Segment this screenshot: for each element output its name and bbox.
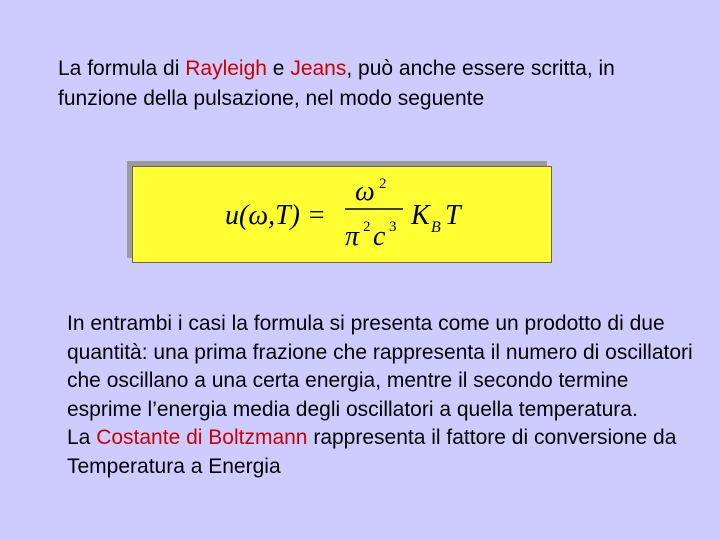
formula-num-exp: 2 <box>379 176 387 192</box>
rayleigh-name: Rayleigh <box>185 57 267 80</box>
boltzmann-constant: Costante di Boltzmann <box>96 426 308 449</box>
formula-den-c: c <box>373 221 386 252</box>
jeans-name: Jeans <box>290 57 347 80</box>
body-paragraph: In entrambi i casi la formula si presenta come un prodotto di due quantità: una prima frazione che rappresenta il numero di oscillatori che oscillano a una certa energia, mentre il secondo termine esprime l’energia media degli oscillatori a quella temperatura. <box>67 312 693 421</box>
formula-k: K <box>411 200 430 231</box>
formula-k-sub: B <box>431 219 441 236</box>
formula-svg <box>133 167 553 264</box>
boltzmann-line-before: La <box>67 426 97 449</box>
body-text <box>67 310 707 481</box>
intro-after: , può anche essere scritta, in funzione della pulsazione, nel modo seguente <box>58 57 615 110</box>
intro-text <box>58 54 698 114</box>
formula-box <box>132 166 552 263</box>
boltzmann-line-after: rappresenta il fattore di conversione da Temperatura a Energia <box>67 426 677 478</box>
formula-t: T <box>445 200 461 231</box>
formula-num-omega: ω <box>355 176 375 207</box>
formula-den-pi: π <box>345 221 360 252</box>
intro-before: La formula di <box>58 57 186 80</box>
formula-den-c-exp: 3 <box>389 219 397 235</box>
boltzmann-line <box>67 424 707 481</box>
formula-den-pi-exp: 2 <box>363 219 371 235</box>
intro-mid: e <box>266 57 291 80</box>
formula-lhs: u(ω,T) = <box>225 200 326 231</box>
